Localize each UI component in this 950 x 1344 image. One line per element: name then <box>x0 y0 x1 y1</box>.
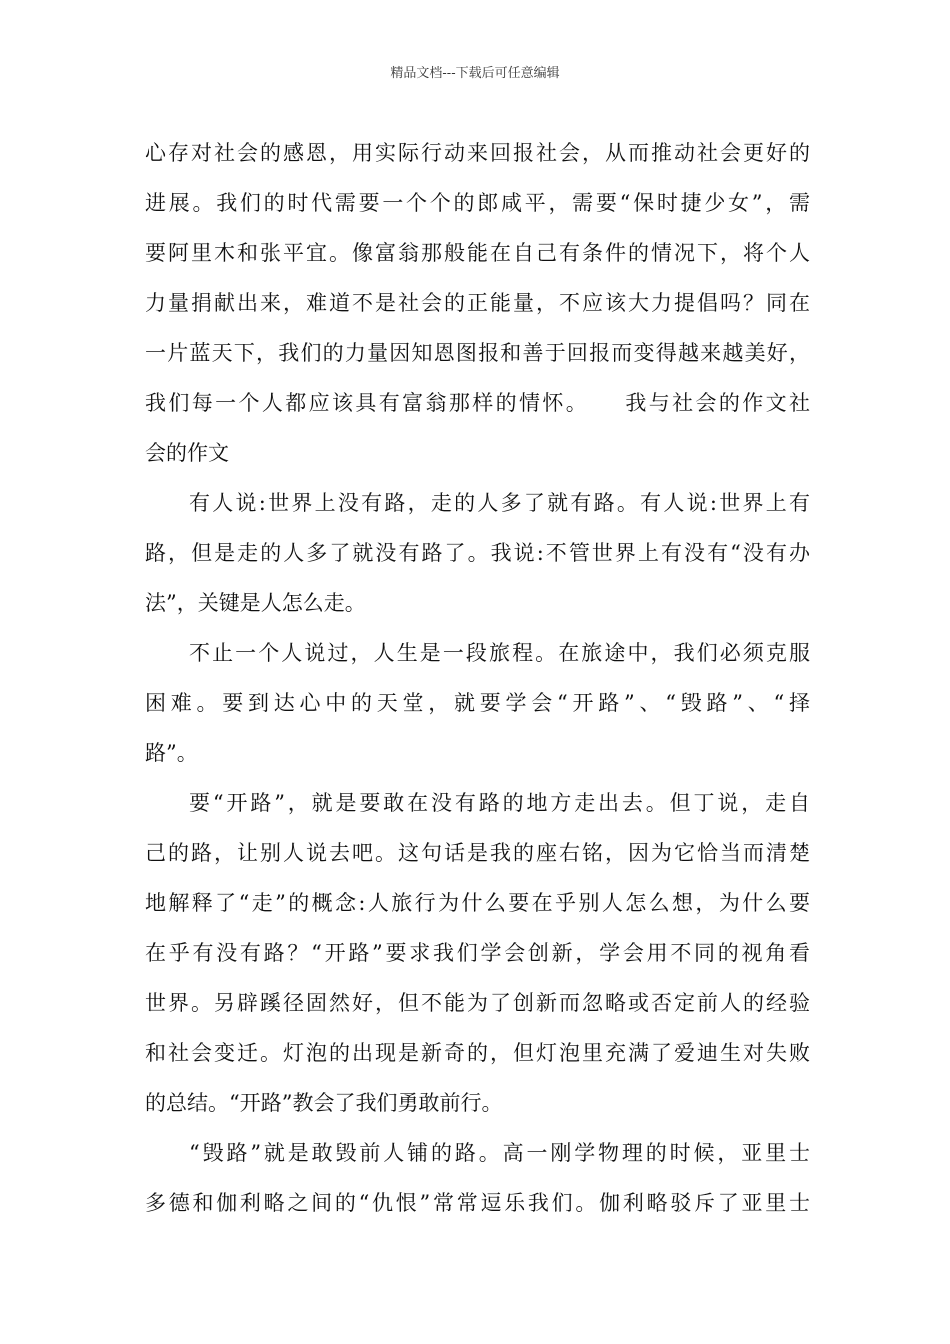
text-line: 多德和伽利略之间的“仇恨”常常逗乐我们。伽利略驳斥了亚里士 <box>145 1191 810 1215</box>
text-line: 要“开路”，就是要敢在没有路的地方走出去。但丁说，走自 <box>189 791 810 815</box>
text-line: 和社会变迁。灯泡的出现是新奇的，但灯泡里充满了爱迪生对失败 <box>145 1041 810 1065</box>
text-line: 不止一个人说过，人生是一段旅程。在旅途中，我们必须克服 <box>189 641 810 665</box>
text-line: 路”。 <box>145 741 198 765</box>
text-line: 我们每一个人都应该具有富翁那样的情怀。 我与社会的作文社 <box>145 391 810 415</box>
text-line: 有人说:世界上没有路，走的人多了就有路。有人说:世界上有 <box>189 491 810 515</box>
body-text <box>145 128 810 1228</box>
text-line: 在乎有没有路？“开路”要求我们学会创新，学会用不同的视角看 <box>145 941 810 965</box>
text-line: 地解释了“走”的概念:人旅行为什么要在乎别人怎么想，为什么要 <box>145 891 810 915</box>
text-line: 进展。我们的时代需要一个个的郎咸平，需要“保时捷少女”，需 <box>145 191 810 215</box>
page-header: 精品文档---下载后可任意编辑 <box>390 66 560 81</box>
text-line: 困难。要到达心中的天堂，就要学会“开路”、“毁路”、“择 <box>145 691 810 715</box>
text-line: 世界。另辟蹊径固然好，但不能为了创新而忽略或否定前人的经验 <box>145 991 810 1015</box>
text-line: 要阿里木和张平宜。像富翁那般能在自己有条件的情况下，将个人 <box>145 241 810 265</box>
text-line: 会的作文 <box>145 441 229 465</box>
text-line: 法”，关键是人怎么走。 <box>145 591 366 615</box>
text-line: 己的路，让别人说去吧。这句话是我的座右铭，因为它恰当而清楚 <box>145 841 810 865</box>
text-line: 心存对社会的感恩，用实际行动来回报社会，从而推动社会更好的 <box>145 141 810 165</box>
text-line: 的总结。“开路”教会了我们勇敢前行。 <box>145 1091 503 1115</box>
text-line: 力量捐献出来，难道不是社会的正能量，不应该大力提倡吗？同在 <box>145 291 810 315</box>
text-line: 一片蓝天下，我们的力量因知恩图报和善于回报而变得越来越美好， <box>145 341 810 365</box>
text-line: 路，但是走的人多了就没有路了。我说:不管世界上有没有“没有办 <box>145 541 810 565</box>
text-line: “毁路”就是敢毁前人铺的路。高一刚学物理的时候，亚里士 <box>189 1141 810 1165</box>
